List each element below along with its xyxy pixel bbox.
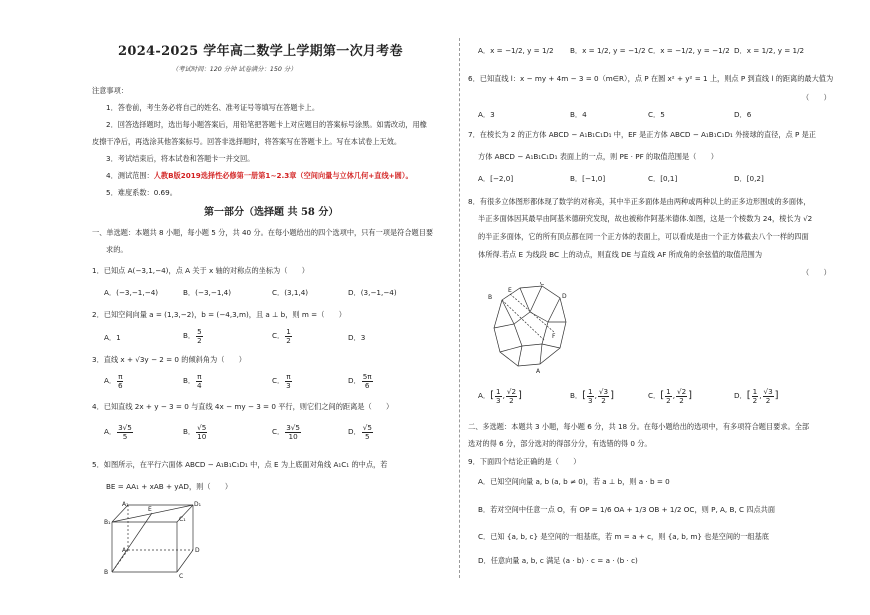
q9-option-a[interactable]: A．已知空间向量 a, b (a, b ≠ 0)，若 a ⊥ b，则 a · b = 0 [478,477,670,486]
fig5-label-d: D [195,547,200,554]
q3-stem: 3．直线 x + √3y − 2 = 0 的倾斜角为（ ） [92,355,246,364]
q6-option-c[interactable]: C．5 [648,110,665,119]
part-one-heading: 第一部分（选择题 共 58 分） [204,207,339,218]
fig5-label-b1: B₁ [104,519,111,526]
q5-stem-1: 5．如图所示，在平行六面体 ABCD − A₁B₁C₁D₁ 中，点 E 为上底面对角线 A₁C₁ 的中点，若 [92,460,388,469]
q9-option-b[interactable]: B．若对空间中任意一点 O，有 OP = 1/6 OA + 1/3 OB + 1/2 OC，则 P, A, B, C 四点共面 [478,505,776,514]
q5-stem-2: BE = AA₁ + xAB + yAD，则（ ） [106,482,233,491]
q4-option-a[interactable]: A． $\frac{3√5}{5}$ [104,423,132,441]
notice-2b: 皮擦干净后，再选涂其他答案标号。回答非选择题时，将答案写在答题卡上。写在本试卷上无效。 [92,137,402,146]
q5-parallelepiped-figure [98,500,208,580]
q4-stem: 4．已知直线 2x + y − 3 = 0 与直线 4x − my − 3 = 0 平行，则它们之间的距离是（ ） [92,402,394,411]
q2-option-a[interactable]: A．1 [104,333,121,342]
q2-option-c-fraction: $\frac{1}{2}$ [286,327,291,345]
q4-option-c[interactable]: C． $\frac{3√5}{10}$ [272,423,300,441]
q7-option-c[interactable]: C．[0,1] [648,174,678,183]
section-one-instr-1: 一、单选题：本题共 8 小题，每小题 5 分，共 40 分。在每小题给出的四个选项中，只有一项是符合题目要 [92,228,434,237]
notice-5: 5．难度系数：0.69。 [106,188,177,197]
q7-stem-1: 7．在棱长为 2 的正方体 ABCD − A₁B₁C₁D₁ 中，EF 是正方体 ABCD − A₁B₁C₁D₁ 外接球的直径，点 P 是正 [468,130,816,139]
q6-option-a[interactable]: A．3 [478,110,495,119]
fig5-label-e: E [148,506,152,513]
q2-option-b-label: B． [183,331,196,341]
exam-meta: （考试时间：120 分钟 试卷满分：150 分） [172,66,297,73]
q7-option-a[interactable]: A．[−2,0] [478,174,514,183]
q2-option-d[interactable]: D．3 [348,333,366,342]
fig5-label-d1: D₁ [194,501,202,508]
notice-4 [106,171,413,180]
q9-stem: 9．下面四个结论正确的是（ ） [468,457,581,466]
q4-option-b[interactable]: B． $\frac{√5}{10}$ [183,423,207,441]
q8-option-d[interactable]: D．[ $\frac{1}{2}$ , $\frac{√3}{2}$ ] [734,387,779,405]
column-divider [459,38,460,578]
q8-stem-2: 半正多面体因其最早由阿基米德研究发现，故也被称作阿基米德体.如图，这是一个棱数为 24，棱长为 √2 [478,214,813,223]
fig8-label-e: E [508,287,512,294]
right-column [462,0,870,615]
fig8-label-d: D [562,293,567,300]
notice-3: 3．考试结束后，将本试卷和答题卡一并交回。 [106,154,255,163]
test-scope: 人教B版2019选择性必修第一册第1~2.3章（空间向量与立体几何+直线+圆）。 [153,171,413,180]
fig5-label-c1: C₁ [179,516,186,523]
q9-option-d[interactable]: D．任意向量 a, b, c 满足 (a · b) · c = a · (b · c) [478,556,638,565]
q4-option-d[interactable]: D． $\frac{√5}{5}$ [348,423,372,441]
fig8-label-c: C [540,282,545,287]
q5-option-a[interactable]: A．x = −1/2, y = 1/2 [478,46,554,55]
q7-stem-2: 方体 ABCD − A₁B₁C₁D₁ 表面上的一点，则 PE · PF 的取值范围是（ ） [478,152,718,161]
q7-option-b[interactable]: B．[−1,0] [570,174,606,183]
q3-option-c[interactable]: C． $\frac{\pi}{3}$ [272,372,291,390]
exam-title: 2024-2025 学年高二数学上学期第一次月考卷 [118,44,403,59]
q8-stem-1: 8．有很多立体图形都体现了数学的对称美，其中半正多面体是由两种或两种以上的正多边形围成的多面体， [468,197,811,206]
q3-option-b[interactable]: B． $\frac{\pi}{4}$ [183,372,202,390]
fig8-label-a: A [536,368,541,374]
q1-option-c[interactable]: C．(3,1,4) [272,288,309,297]
fig8-label-b: B [488,294,493,301]
q8-answer-bracket: （ ） [802,268,831,277]
section-two-instr-2: 选对的得 6 分，部分选对的得部分分，有选错的得 0 分。 [468,439,652,448]
q5-option-d[interactable]: D．x = 1/2, y = 1/2 [734,46,805,55]
q8-stem-4: 体所得.若点 E 为线段 BC 上的动点，则直线 DE 与直线 AF 所成角的余弦值的取值范围为 [478,250,763,259]
q6-answer-bracket: （ ） [802,93,831,102]
q6-option-b[interactable]: B．4 [570,110,587,119]
q3-option-a[interactable]: A． $\frac{\pi}{6}$ [104,372,123,390]
q9-option-c[interactable]: C．已知 {a, b, c} 是空间的一组基底，若 m = a + c，则 {a, b, m} 也是空间的一组基底 [478,532,769,541]
q2-stem: 2．已知空间向量 a = (1,3,−2)，b = (−4,3,m)，且 a ⊥ b，则 m =（ ） [92,310,346,319]
notice-4-label: 4．测试范围： [106,171,154,180]
q8-option-c[interactable]: C．[ $\frac{1}{2}$ , $\frac{√2}{2}$ ] [648,387,693,405]
q2-option-c-label: C． [272,331,285,341]
q2-option-b[interactable] [183,328,204,344]
fig5-label-c: C [179,573,184,580]
q3-option-d[interactable]: D． $\frac{5\pi}{6}$ [348,372,372,390]
fig5-label-a1: A₁ [122,501,129,508]
q2-option-c[interactable] [272,328,293,344]
notice-2a: 2．回答选择题时，选出每小题答案后，用铅笔把答题卡上对应题目的答案标号涂黑。如需改动，用橡 [106,120,427,129]
fig5-label-a: A [122,547,127,554]
q5-option-c[interactable]: C．x = −1/2, y = −1/2 [648,46,730,55]
notice-heading: 注意事项： [92,86,128,95]
q8-stem-3: 的半正多面体，它的所有顶点都在同一个正方体的表面上，可以看成是由一个正方体截去八个一样的四面 [478,232,809,241]
q1-option-d[interactable]: D．(3,−1,−4) [348,288,397,297]
fig5-label-b: B [104,569,109,576]
q1-stem: 1．已知点 A(−3,1,−4)，点 A 关于 x 轴的对称点的坐标为（ ） [92,266,309,275]
q2-option-b-fraction: $\frac{5}{2}$ [197,327,202,345]
notice-1: 1．答卷前，考生务必将自己的姓名、准考证号等填写在答题卡上。 [106,103,320,112]
fig8-label-f: F [552,333,556,340]
q8-semiregular-polyhedron-figure [488,282,572,374]
q8-option-a[interactable]: A．[ $\frac{1}{3}$ , $\frac{√2}{2}$ ] [478,387,522,405]
q7-option-d[interactable]: D．[0,2] [734,174,764,183]
q1-option-a[interactable]: A．(−3,−1,−4) [104,288,159,297]
q5-option-b[interactable]: B．x = 1/2, y = −1/2 [570,46,646,55]
q6-option-d[interactable]: D．6 [734,110,752,119]
section-one-instr-2: 求的。 [106,245,128,254]
section-two-instr-1: 二、多选题：本题共 3 小题，每小题 6 分，共 18 分。在每小题给出的选项中，有多项符合题目要求。全部 [468,422,810,431]
q8-option-b[interactable]: B．[ $\frac{1}{3}$ , $\frac{√3}{2}$ ] [570,387,614,405]
q6-stem: 6．已知直线 l：x − my + 4m − 3 = 0（m∈R），点 P 在圆 x² + y² = 1 上，则点 P 到直线 l 的距离的最大值为 [468,74,834,83]
q1-option-b[interactable]: B．(−3,−1,4) [183,288,232,297]
